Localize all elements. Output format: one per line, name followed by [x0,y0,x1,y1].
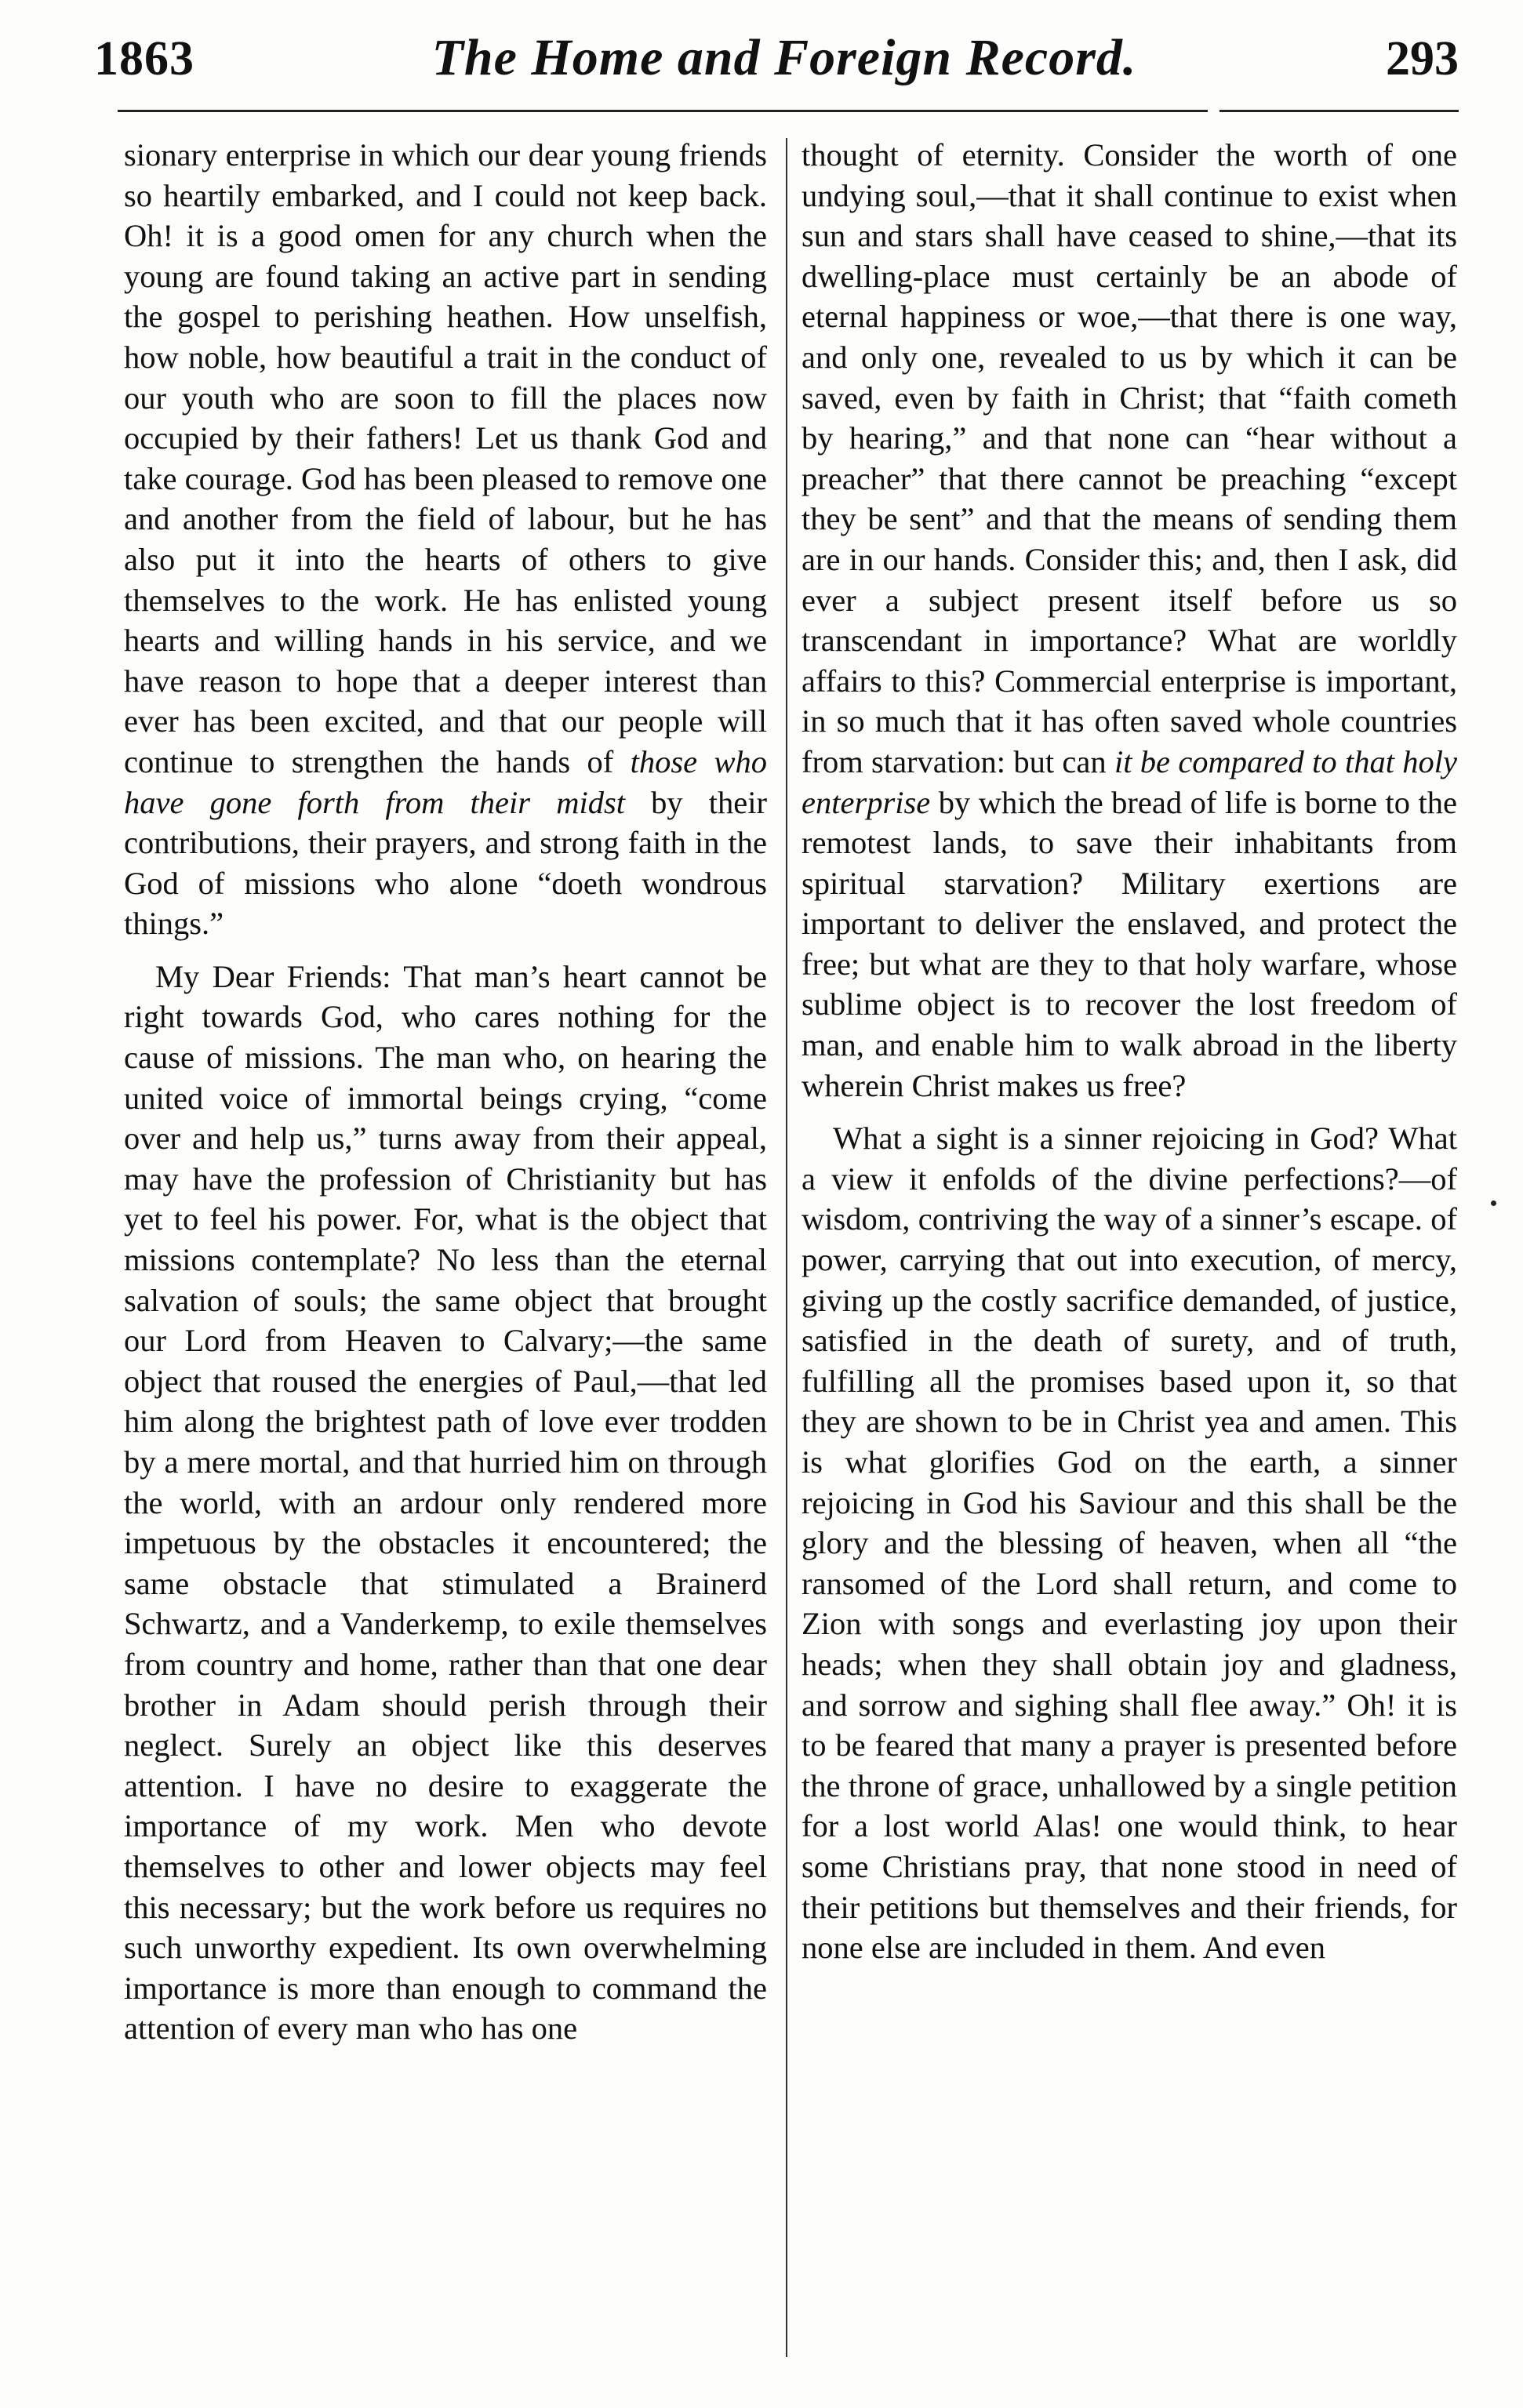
column-divider [786,138,787,2357]
page-number: 293 [1386,32,1459,85]
header-title: The Home and Foreign Record. [431,29,1137,86]
left-p1-end: by their contributions, their prayers, and strong faith in the God of missions who alone “doeth wondrous things.” [124,784,767,942]
right-paragraph-1 [801,135,1457,1106]
margin-speck [1491,1200,1496,1206]
right-paragraph-2: What a sight is a sinner rejoicing in God? What a view it enfolds of the divine perfections?—of wisdom, contriving the way of a sinner’s escape. of power, carrying that out into execution, of mercy, giving up the costly sacrifice demanded, of justice, satisfied in the death of surety, and of truth, fulfilling all the promises based upon it, so that they are shown to be in Christ yea and amen. This is what glorifies God on the earth, a sinner rejoicing in God his Saviour and this shall be the glory and the blessing of heaven, when all “the ransomed of the Lord shall return, and come to Zion with songs and everlasting joy upon their heads; when they shall obtain joy and gladness, and sorrow and sighing shall flee away.” Oh! it is to be feared that many a prayer is presented before the throne of grace, unhallowed by a single petition for a lost world Alas! one would think, to hear some Christians pray, that none stood in need of their petitions but themselves and their friends, for none else are included in them. And even [801,1120,1457,1966]
left-paragraph-2: My Dear Friends: That man’s heart cannot be right towards God, who cares nothing for the cause of missions. The man who, on hearing the united voice of immortal beings crying, “come over and help us,” turns away from their appeal, may have the profession of Christianity but has yet to feel his power. For, what is the object that missions contemplate? No less than the eternal salvation of souls; the same object that brought our Lord from Heaven to Calvary;—the same object that roused the energies of Paul,—that led him along the brightest path of love ever trodden by a mere mortal, and that hurried him on through the world, with an ardour only rendered more impetuous by the obstacles it encountered; the same obstacle that stimulated a Brainerd Schwartz, and a Vanderkemp, to exile themselves from country and home, rather than that one dear brother in Adam should perish through their neglect. Surely an object like this deserves attention. I have no desire to exaggerate the importance of my work. Men who devote themselves to other and lower objects may feel this necessary; but the work before us requires no such unworthy expedient. Its own overwhelming importance is more than enough to command the attention of every man who has one [124,958,767,2047]
right-column [801,135,1457,1968]
left-p1-italic: those who have gone forth from their midst [124,743,767,820]
page-header [94,31,1459,110]
right-p1-end: by which the bread of life is borne to the remotest lands, to save their inhabitants from spiritual starvation? Military exertions are important to deliver the enslaved, and protect the free; but what are they to that holy warfare, whose sublime object is to recover the lost freedom of man, and enable him to walk abroad in the liberty wherein Christ makes us free? [801,784,1457,1103]
left-paragraph-1 [124,135,767,944]
right-p1-italic: it be compared to that holy enterprise [801,743,1457,820]
left-p1-text: sionary enterprise in which our dear young friends so heartily embarked, and I could not keep back. Oh! it is a good omen for any church when the young are found taking an active part in sending the gospel to perishing heathen. How unselfish, how noble, how beautiful a trait in the conduct of our youth who are soon to fill the places now occupied by their fathers! Let us thank God and take courage. God has been pleased to remove one and another from the field of labour, but he has also put it into the hearts of others to give themselves to the work. He has enlisted young hearts and willing hands in his service, and we have reason to hope that a deeper interest than ever has been excited, and that our people will continue to strengthen the hands of [124,137,767,779]
right-p1-text: thought of eternity. Consider the worth of one undying soul,—that it shall continue to exist when sun and stars shall have ceased to shine,—that its dwelling-place must certainly be an abode of eternal happiness or woe,—that there is one way, and only one, revealed to us by which it can be saved, even by faith in Christ; that “faith cometh by hearing,” and that none can “hear without a preacher” that there cannot be preaching “except they be sent” and that the means of sending them are in our hands. Consider this; and, then I ask, did ever a subject present itself before us so transcendant in importance? What are worldly affairs to this? Commercial enterprise is important, in so much that it has often saved whole countries from starvation: but can [801,137,1457,779]
header-rule [118,110,1208,112]
left-column [124,135,767,2049]
header-year: 1863 [94,32,194,85]
header-rule-right [1219,110,1459,112]
